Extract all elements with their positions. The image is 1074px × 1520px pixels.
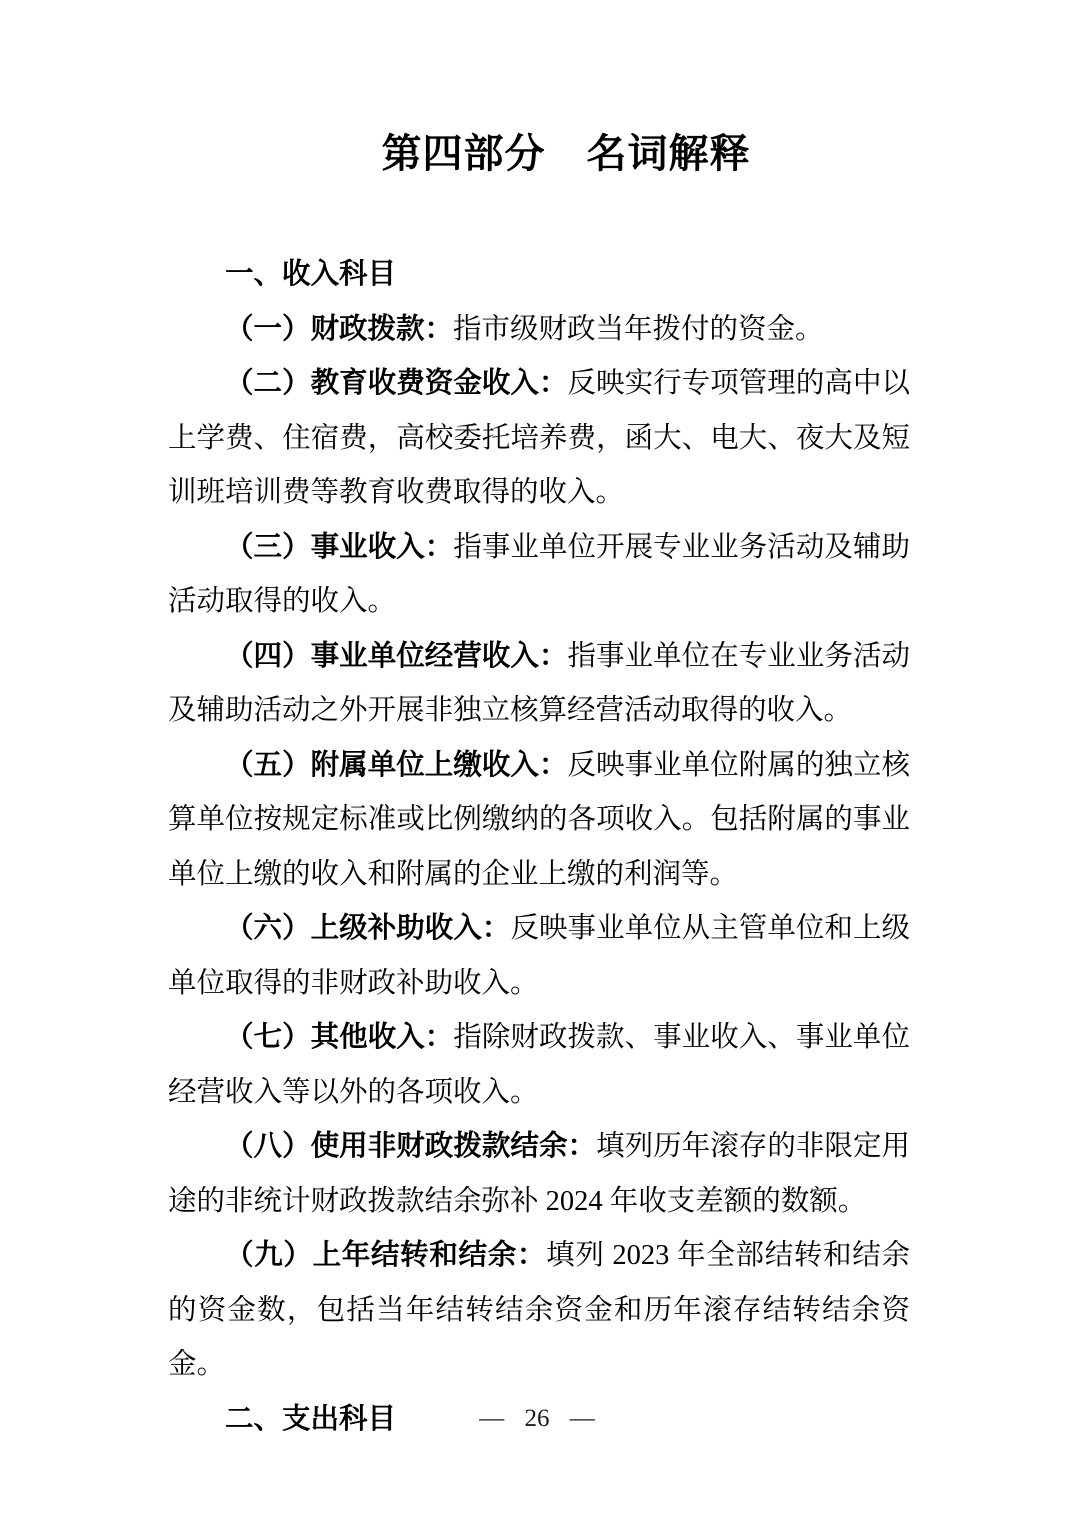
definition-paragraph <box>168 357 910 521</box>
term-definition: 指事业单位在专业业务活动及辅助活动之外开展非独立核算经营活动取得的收入。 <box>168 640 910 726</box>
term-definition: 反映实行专项管理的高中以上学费、住宿费，高校委托培养费，函大、电大、夜大及短训班培训费等教育收费取得的收入。 <box>168 368 910 508</box>
term-label: （八）使用非财政拨款结余： <box>225 1131 597 1162</box>
definition-paragraph <box>168 630 910 739</box>
term-definition: 指事业单位开展专业业务活动及辅助活动取得的收入。 <box>168 531 910 617</box>
term-definition: 指除财政拨款、事业收入、事业单位经营收入等以外的各项收入。 <box>168 1022 910 1108</box>
term-label: （四）事业单位经营收入： <box>225 640 568 672</box>
section-heading-income: 一、收入科目 <box>225 259 397 290</box>
term-label: （六）上级补助收入： <box>225 913 511 944</box>
term-label: （五）附属单位上缴收入： <box>225 749 568 781</box>
term-label: （九）上年结转和结余： <box>225 1240 547 1271</box>
definition-paragraph <box>168 303 910 358</box>
term-definition: 填列 2023 年全部结转和结余的资金数，包括当年结转结余资金和历年滚存结转结余资金。 <box>168 1240 910 1380</box>
definition-paragraph <box>168 1229 910 1393</box>
term-definition: 反映事业单位附属的独立核算单位按规定标准或比例缴纳的各项收入。包括附属的事业单位上缴的收入和附属的企业上缴的利润等。 <box>168 749 910 890</box>
definition-paragraph <box>168 902 910 1011</box>
definition-paragraph <box>168 1120 910 1229</box>
term-label: （七）其他收入： <box>225 1022 454 1053</box>
definition-paragraph <box>168 1011 910 1120</box>
term-definition: 反映事业单位从主管单位和上级单位取得的非财政补助收入。 <box>168 913 910 999</box>
page-title: 第四部分 名词解释 <box>381 131 751 176</box>
definition-paragraph <box>168 521 910 630</box>
document-body <box>168 248 910 1447</box>
page-number: — 26 — <box>479 1405 595 1432</box>
section-heading-expenditure: 二、支出科目 <box>225 1403 397 1435</box>
definition-paragraph <box>168 739 910 903</box>
term-definition: 指市级财政当年拨付的资金。 <box>453 313 824 345</box>
term-label: （二）教育收费资金收入： <box>225 368 568 399</box>
term-definition: 填列历年滚存的非限定用途的非统计财政拨款结余弥补 2024 年收支差额的数额。 <box>168 1131 910 1217</box>
term-label: （一）财政拨款： <box>225 313 454 345</box>
term-label: （三）事业收入： <box>225 531 454 563</box>
